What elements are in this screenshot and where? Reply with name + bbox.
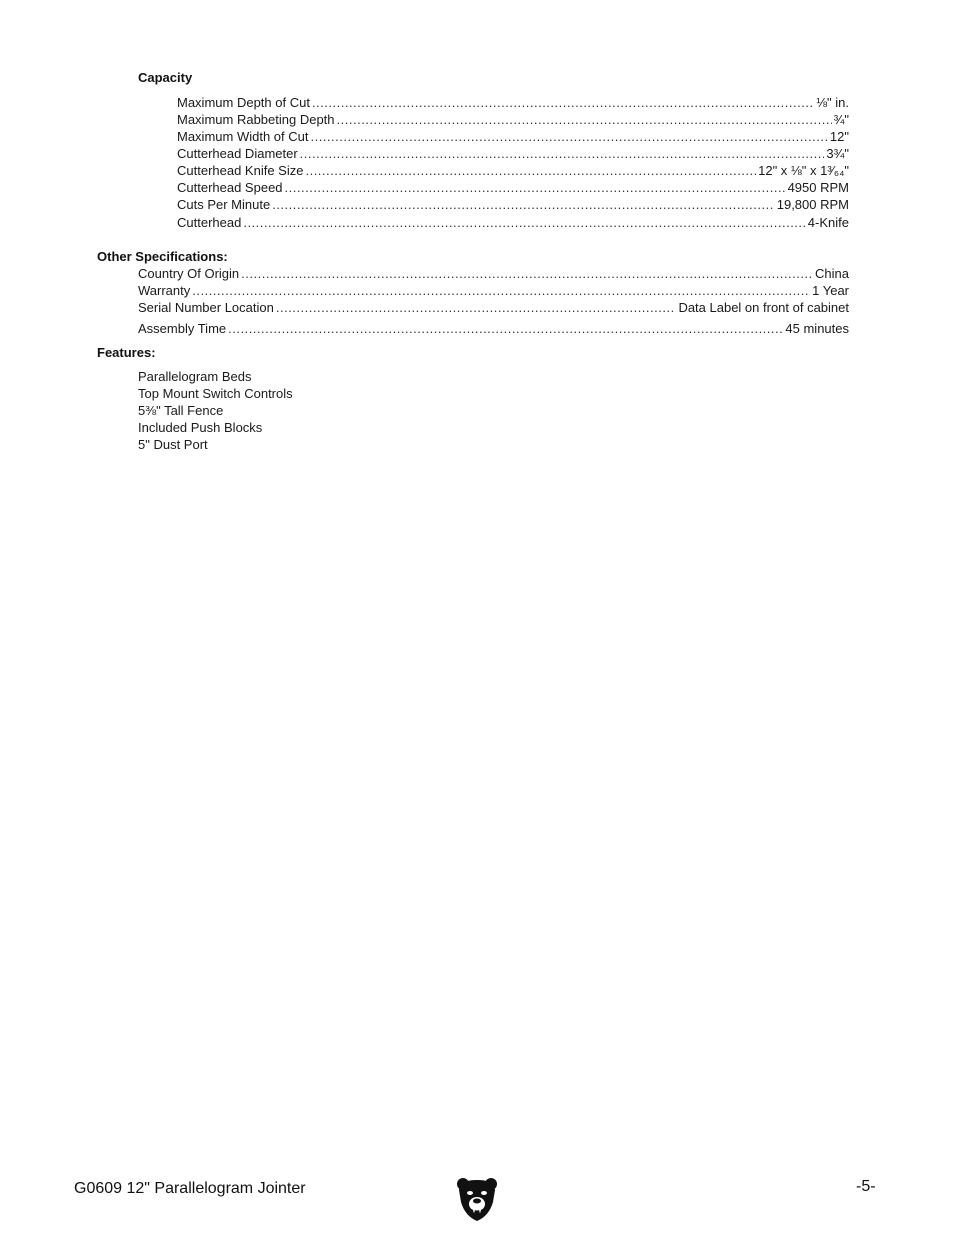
features-heading: Features: (97, 345, 156, 360)
spec-value: 12" (829, 129, 849, 144)
dot-leader (276, 299, 677, 316)
spec-row (177, 145, 849, 162)
spec-label: Maximum Width of Cut (177, 129, 309, 144)
spec-label: Warranty (138, 283, 191, 298)
feature-item: 5⅜" Tall Fence (138, 403, 224, 418)
page-number: -5- (856, 1178, 876, 1195)
dot-leader (337, 111, 832, 128)
spec-value: ¾" (833, 112, 849, 127)
spec-value: 1 Year (812, 283, 849, 298)
spec-value: 19,800 RPM (776, 197, 849, 212)
capacity-heading: Capacity (138, 70, 193, 85)
spec-label: Cutterhead Speed (177, 180, 283, 195)
spec-row (177, 214, 849, 231)
spec-row (177, 94, 849, 111)
dot-leader (312, 94, 814, 111)
spec-row (177, 196, 849, 213)
spec-row (138, 265, 849, 282)
spec-value: ⅛" in. (816, 95, 849, 110)
spec-value: 3¾" (826, 146, 849, 161)
spec-label: Cutterhead (177, 215, 242, 230)
dot-leader (310, 128, 827, 145)
spec-row (138, 299, 849, 316)
spec-row (177, 162, 849, 179)
spec-value: 4-Knife (807, 215, 849, 230)
dot-leader (241, 265, 813, 282)
spec-row (177, 179, 849, 196)
footer-title: G0609 12" Parallelogram Jointer (74, 1180, 306, 1197)
spec-label: Maximum Depth of Cut (177, 95, 310, 110)
spec-label: Country Of Origin (138, 266, 240, 281)
feature-item: Parallelogram Beds (138, 369, 252, 384)
spec-value: 4950 RPM (787, 180, 849, 195)
spec-label: Cutterhead Diameter (177, 146, 298, 161)
dot-leader (228, 320, 783, 337)
dot-leader (285, 179, 786, 196)
spec-value: China (815, 266, 849, 281)
dot-leader (272, 196, 775, 213)
spec-row (138, 320, 849, 337)
feature-item: Top Mount Switch Controls (138, 386, 293, 401)
feature-item: Included Push Blocks (138, 420, 263, 435)
spec-value: 12" x ⅛" x 1³⁄₆₄" (758, 163, 849, 178)
spec-value: Data Label on front of cabinet (678, 300, 849, 315)
dot-leader (192, 282, 810, 299)
feature-item: 5" Dust Port (138, 437, 208, 452)
dot-leader (243, 214, 805, 231)
spec-row (138, 282, 849, 299)
spec-label: Assembly Time (138, 321, 227, 336)
dot-leader (305, 162, 756, 179)
spec-label: Cutterhead Knife Size (177, 163, 304, 178)
dot-leader (300, 145, 825, 162)
spec-label: Maximum Rabbeting Depth (177, 112, 335, 127)
spec-label: Serial Number Location (138, 300, 274, 315)
spec-value: 45 minutes (785, 321, 849, 336)
bear-head-logo-icon (455, 1176, 499, 1222)
spec-label: Cuts Per Minute (177, 197, 271, 212)
spec-row (177, 111, 849, 128)
spec-row (177, 128, 849, 145)
other-specs-heading: Other Specifications: (97, 249, 228, 264)
